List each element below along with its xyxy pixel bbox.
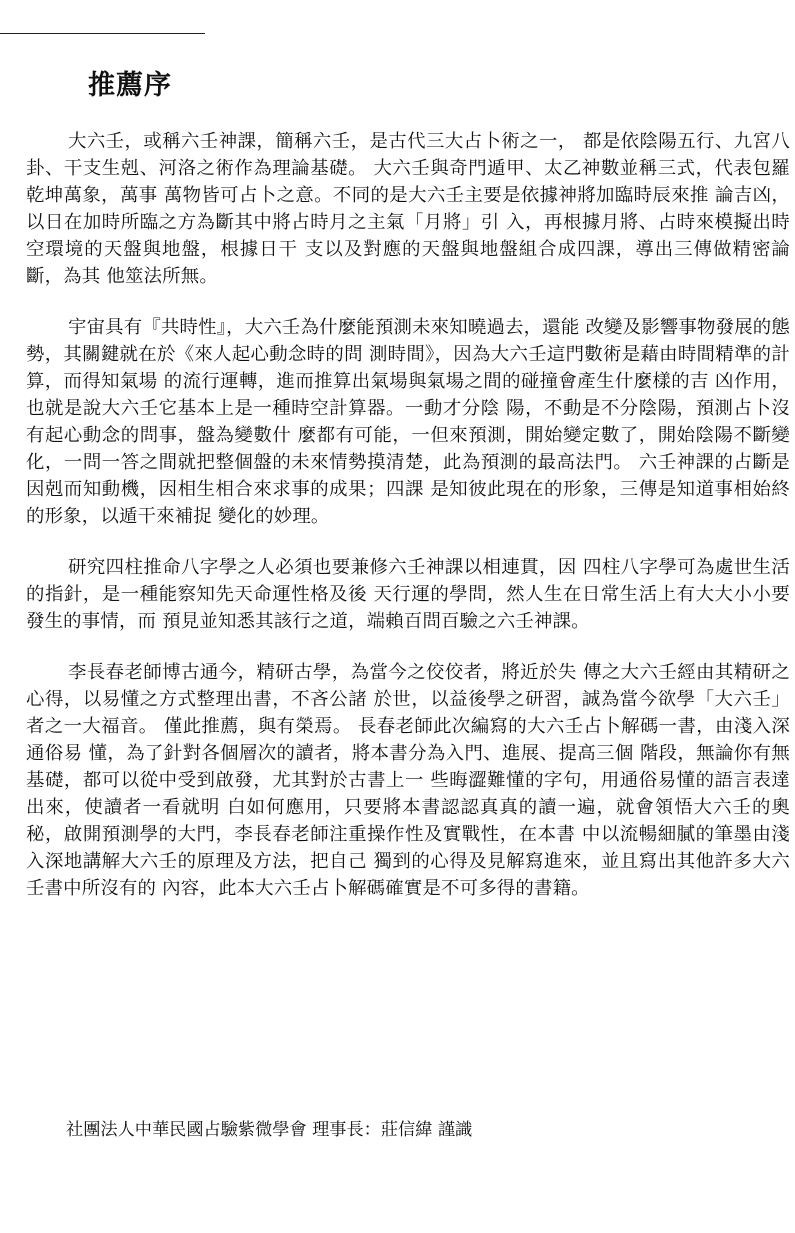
paragraph-synchronicity: 宇宙具有『共時性』，大六壬為什麼能預測未來知曉過去，還能 改變及影響事物發展的態勢，其關鍵就在於《來人起心動念時的問 測時間》，因為大六壬這門數術是藉由時間精準的計算，而得知氣場 的流行運轉，進而推算出氣場與氣場之間的碰撞會產生什麼樣的吉 凶作用，也就是說大六壬它基本上是一種時空計算器。一動才分陰 陽，不動是不分陰陽，預測占卜沒有起心動念的問事，盤為變數什 麼都有可能，一但來預測，開始變定數了，開始陰陽不斷變化，一問一答之間就把整個盤的未來情勢摸清楚，此為預測的最高法門。 六壬神課的占斷是因剋而知動機，因相生相合來求事的成果；四課 是知彼此現在的形象，三傳是知道事相始終的形象，以遁干來補捉 變化的妙理。 — [26, 317, 790, 527]
signature-line: 社團法人中華民國占驗紫微學會 理事長：莊信緯 謹識 — [66, 1120, 473, 1140]
header-rule — [0, 33, 205, 34]
paragraph-four-pillars: 研究四柱推命八字學之人必須也要兼修六壬神課以相連貫，因 四柱八字學可為處世生活的指針，是一種能察知先天命運性格及後 天行運的學問，然人生在日常生活上有大大小小要發生的事情，而 預見並知悉其該行之道，端賴百問百驗之六壬神課。 — [26, 557, 790, 632]
paragraph-intro: 大六壬，或稱六壬神課，簡稱六壬，是古代三大占卜術之一， 都是依陰陽五行、九宮八卦、干支生剋、河洛之術作為理論基礎。 大六壬與奇門遁甲、太乙神數並稱三式，代表包羅乾坤萬象，萬事 萬物皆可占卜之意。不同的是大六壬主要是依據神將加臨時辰來推 論吉凶，以日在加時所臨之方為斷其中將占時月之主氣「月將」引 入，再根據月將、占時來模擬出時空環境的天盤與地盤，根據日干 支以及對應的天盤與地盤組合成四課，導出三傳做精密論斷，為其 他筮法所無。 — [26, 131, 790, 287]
paragraph-recommendation: 李長春老師博古通今，精研古學，為當今之佼佼者，將近於失 傳之大六壬經由其精研之心得，以易懂之方式整理出書，不吝公諸 於世，以益後學之研習，誠為當今欲學「大六壬」者之一大福音。 僅此推薦，與有榮焉。 長春老師此次編寫的大六壬占卜解碼一書，由淺入深通俗易 懂，為了針對各個層次的讀者，將本書分為入門、進展、提高三個 階段，無論你有無基礎，都可以從中受到啟發，尤其對於古書上一 些晦澀難懂的字句，用通俗易懂的語言表達出來，使讀者一看就明 白如何應用，只要將本書認認真真的讀一遍，就會領悟大六壬的奧 秘，啟開預測學的大門，李長春老師注重操作性及實戰性，在本書 中以流暢細膩的筆墨由淺入深地講解大六壬的原理及方法，把自己 獨到的心得及見解寫進來，並且寫出其他許多大六壬書中所沒有的 內容，此本大六壬占卜解碼確實是不可多得的書籍。 — [26, 662, 790, 899]
page-title: 推薦序 — [88, 70, 172, 101]
preface-body — [26, 128, 790, 926]
